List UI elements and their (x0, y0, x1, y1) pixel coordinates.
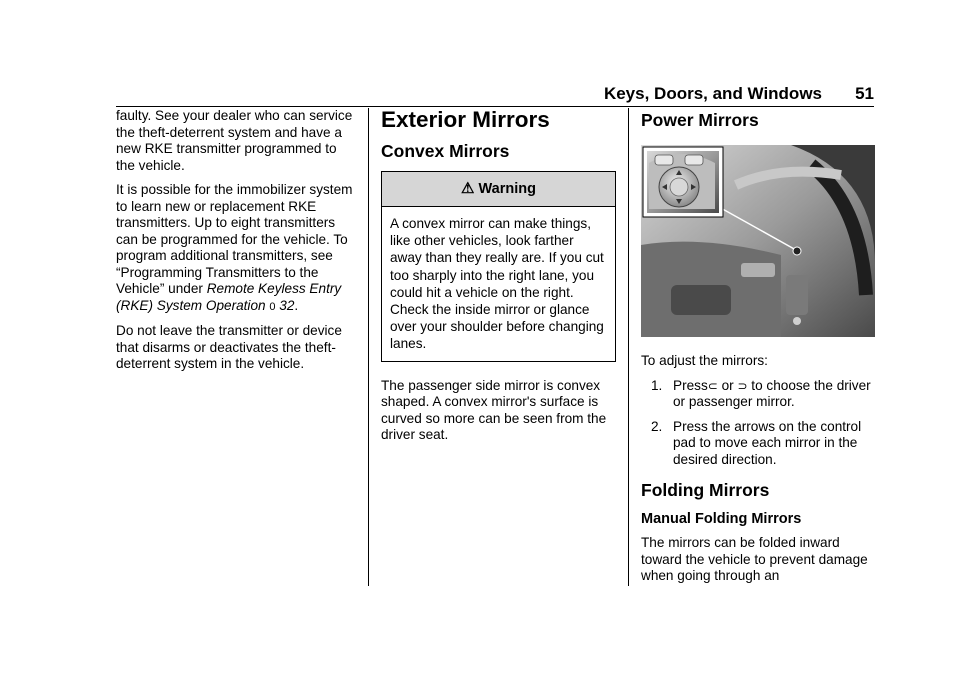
page-reference-number[interactable]: 32 (279, 297, 295, 313)
list-item (641, 419, 877, 469)
steps-list (641, 378, 877, 469)
column-divider (628, 108, 629, 586)
warning-label: Warning (478, 181, 536, 197)
column-middle (381, 108, 616, 452)
step-number: 2. (651, 418, 663, 434)
paragraph: To adjust the mirrors: (641, 353, 768, 368)
step-text: to choose the driver or passenger mirror. (673, 377, 871, 409)
warning-icon: ⚠ (461, 180, 475, 197)
page-reference-icon: 0 (269, 300, 276, 313)
column-right (641, 108, 877, 593)
step-text: Press the arrows on the control pad to move each mirror in the desired direction. (673, 418, 862, 467)
column-left (116, 108, 356, 381)
warning-box (381, 171, 616, 362)
punctuation: . (294, 297, 299, 313)
subsection-heading: Folding Mirrors (641, 480, 770, 500)
mirror-control-illustration (641, 145, 875, 337)
paragraph: The passenger side mirror is convex shaped. A convex mirror's surface is curved so more can be seen from the driver seat. (381, 377, 607, 443)
paragraph: Do not leave the transmitter or device that disarms or deactivates the theft-deterrent system in the vehicle. (116, 323, 342, 371)
driver-mirror-icon: ⊂ (707, 378, 718, 393)
subsubsection-heading: Manual Folding Mirrors (641, 510, 802, 527)
warning-header (382, 172, 615, 207)
passenger-mirror-icon: ⊃ (737, 378, 748, 393)
cross-reference-link[interactable]: Remote Keyless Entry (RKE) System Operation (116, 281, 342, 313)
step-number: 1. (651, 377, 663, 393)
warning-text: A convex mirror can make things, like other vehicles, look farther away than they really are. If you cut too sharply into the right lane, you could hit a vehicle on the right. Check the inside mirror or glance over your shoulder before changing lanes. (390, 216, 604, 352)
page-header (116, 82, 874, 107)
step-text: or (717, 377, 738, 393)
paragraph: faulty. See your dealer who can service the theft-deterrent system and have a new RKE transmitter programmed to the vehicle. (116, 108, 353, 173)
paragraph-text: It is possible for the immobilizer system to learn new or replacement RKE transmitters. Up to eight transmitters can be programmed for the vehicle. To program additional transmitters, see “Programming Transmitters to the Vehicle” under (116, 182, 353, 296)
header-section-title: Keys, Doors, and Windows (603, 84, 822, 103)
paragraph-immobilizer (116, 182, 356, 315)
subsection-heading: Convex Mirrors (381, 140, 510, 161)
header-page-number: 51 (855, 84, 874, 103)
paragraph: The mirrors can be folded inward toward the vehicle to prevent damage when going through an (641, 535, 868, 583)
column-divider (368, 108, 369, 586)
subsection-heading: Power Mirrors (641, 110, 759, 130)
step-text: Press (673, 377, 708, 393)
section-title: Exterior Mirrors (381, 107, 550, 132)
list-item (641, 378, 877, 411)
